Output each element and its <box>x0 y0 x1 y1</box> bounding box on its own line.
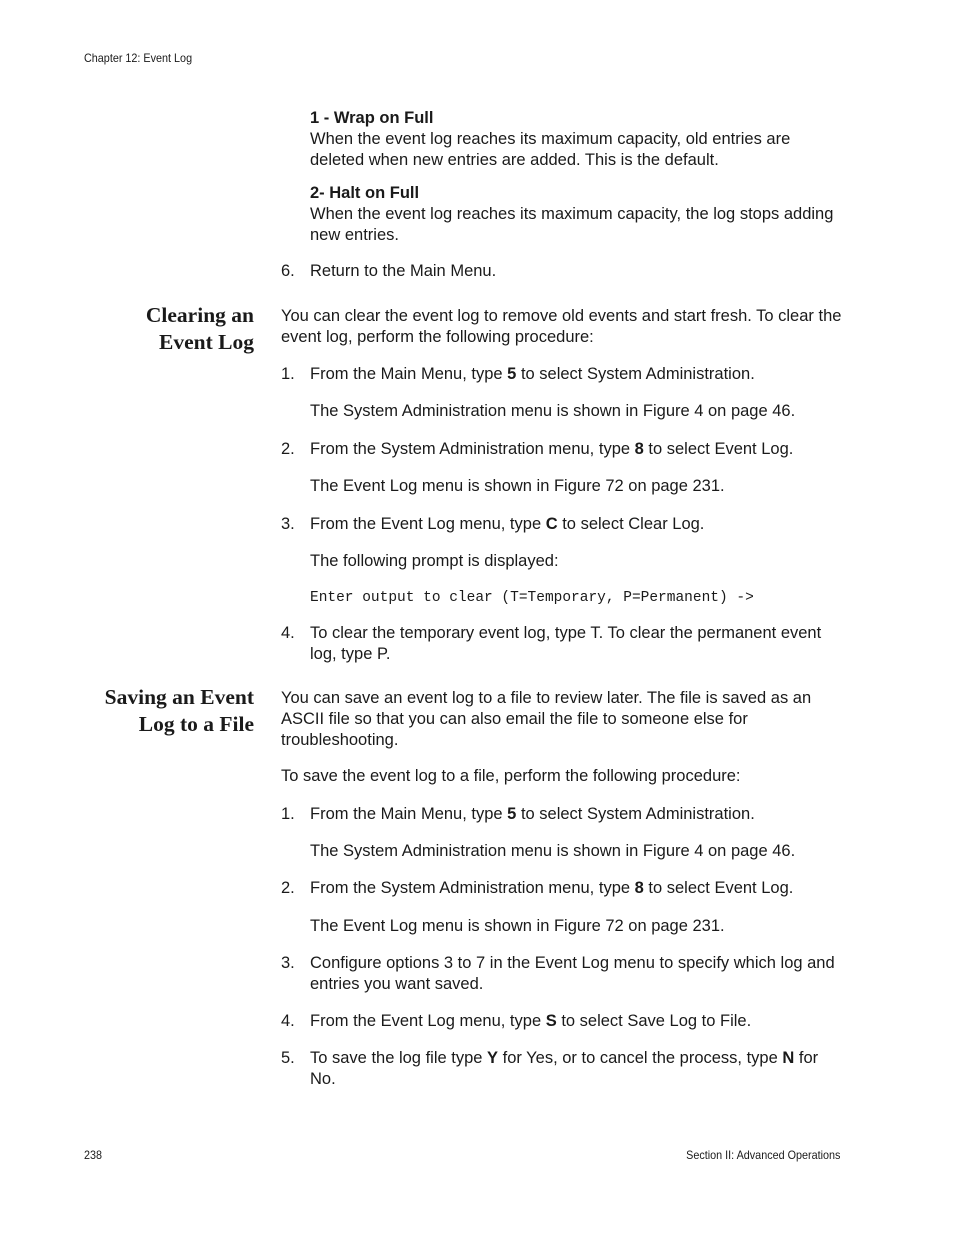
step-text: From the Event Log menu, type C to select Clear Log. <box>310 515 705 533</box>
step-number: 5. <box>281 1049 295 1067</box>
key-label: Y <box>487 1049 499 1067</box>
step-text: From the System Administration menu, type 8 to select Event Log. <box>310 879 794 897</box>
step-text: From the Main Menu, type 5 to select System Administration. <box>310 365 755 383</box>
key-label: 5 <box>507 805 517 823</box>
step-number: 1. <box>281 365 295 383</box>
step-text: Return to the Main Menu. <box>310 262 497 280</box>
step-number: 2. <box>281 440 295 458</box>
step-text: To save the log file type Y for Yes, or to cancel the process, type N for No. <box>310 1049 819 1088</box>
key-label: 8 <box>634 440 644 458</box>
step-note: The Event Log menu is shown in Figure 72 on page 231. <box>310 477 725 495</box>
step-text: Configure options 3 to 7 in the Event Log menu to specify which log and entries you want saved. <box>310 954 835 993</box>
step-number: 3. <box>281 954 295 972</box>
section-heading-saving <box>34 684 254 738</box>
key-label: C <box>545 515 558 533</box>
option-text: When the event log reaches its maximum capacity, old entries are deleted when new entries are added. This is the default. <box>310 130 791 169</box>
step-number: 6. <box>281 262 295 280</box>
page-number: 238 <box>84 1148 103 1162</box>
option-wrap-on-full <box>310 108 842 171</box>
option-halt-on-full <box>310 183 842 246</box>
step-note: The following prompt is displayed: <box>310 552 559 570</box>
heading-line: Clearing an <box>145 303 254 327</box>
key-label: S <box>545 1012 557 1030</box>
option-title: 2- Halt on Full <box>310 184 420 202</box>
saving-intro-2: To save the event log to a file, perform the following procedure: <box>281 767 741 785</box>
clearing-intro: You can clear the event log to remove old events and start fresh. To clear the event log, perform the following procedure: <box>281 307 842 346</box>
step-text: From the Event Log menu, type S to select Save Log to File. <box>310 1012 752 1030</box>
step-note: The System Administration menu is shown in Figure 4 on page 46. <box>310 842 796 860</box>
step-number: 4. <box>281 1012 295 1030</box>
key-label: 5 <box>507 365 517 383</box>
step-text: From the Main Menu, type 5 to select System Administration. <box>310 805 755 823</box>
step-text: From the System Administration menu, type 8 to select Event Log. <box>310 440 794 458</box>
running-footer-section: Section II: Advanced Operations <box>685 1148 840 1162</box>
step-note: The Event Log menu is shown in Figure 72 on page 231. <box>310 917 725 935</box>
running-header: Chapter 12: Event Log <box>84 51 193 65</box>
option-text: When the event log reaches its maximum capacity, the log stops adding new entries. <box>310 205 834 244</box>
step-number: 4. <box>281 624 295 642</box>
heading-line: Saving an Event <box>104 685 254 709</box>
step-number: 3. <box>281 515 295 533</box>
key-label: N <box>782 1049 795 1067</box>
section-heading-clearing <box>34 302 254 356</box>
console-prompt: Enter output to clear (T=Temporary, P=Permanent) -> <box>310 590 754 606</box>
key-label: 8 <box>634 879 644 897</box>
step-note: The System Administration menu is shown in Figure 4 on page 46. <box>310 402 796 420</box>
step-number: 1. <box>281 805 295 823</box>
saving-intro: You can save an event log to a file to review later. The file is saved as an ASCII file so that you can also email the file to someone else for troubleshooting. <box>281 689 812 749</box>
heading-line: Event Log <box>159 330 254 354</box>
heading-line: Log to a File <box>138 712 254 736</box>
step-number: 2. <box>281 879 295 897</box>
step-text: To clear the temporary event log, type T. To clear the permanent event log, type P. <box>310 624 822 663</box>
option-title: 1 - Wrap on Full <box>310 109 434 127</box>
